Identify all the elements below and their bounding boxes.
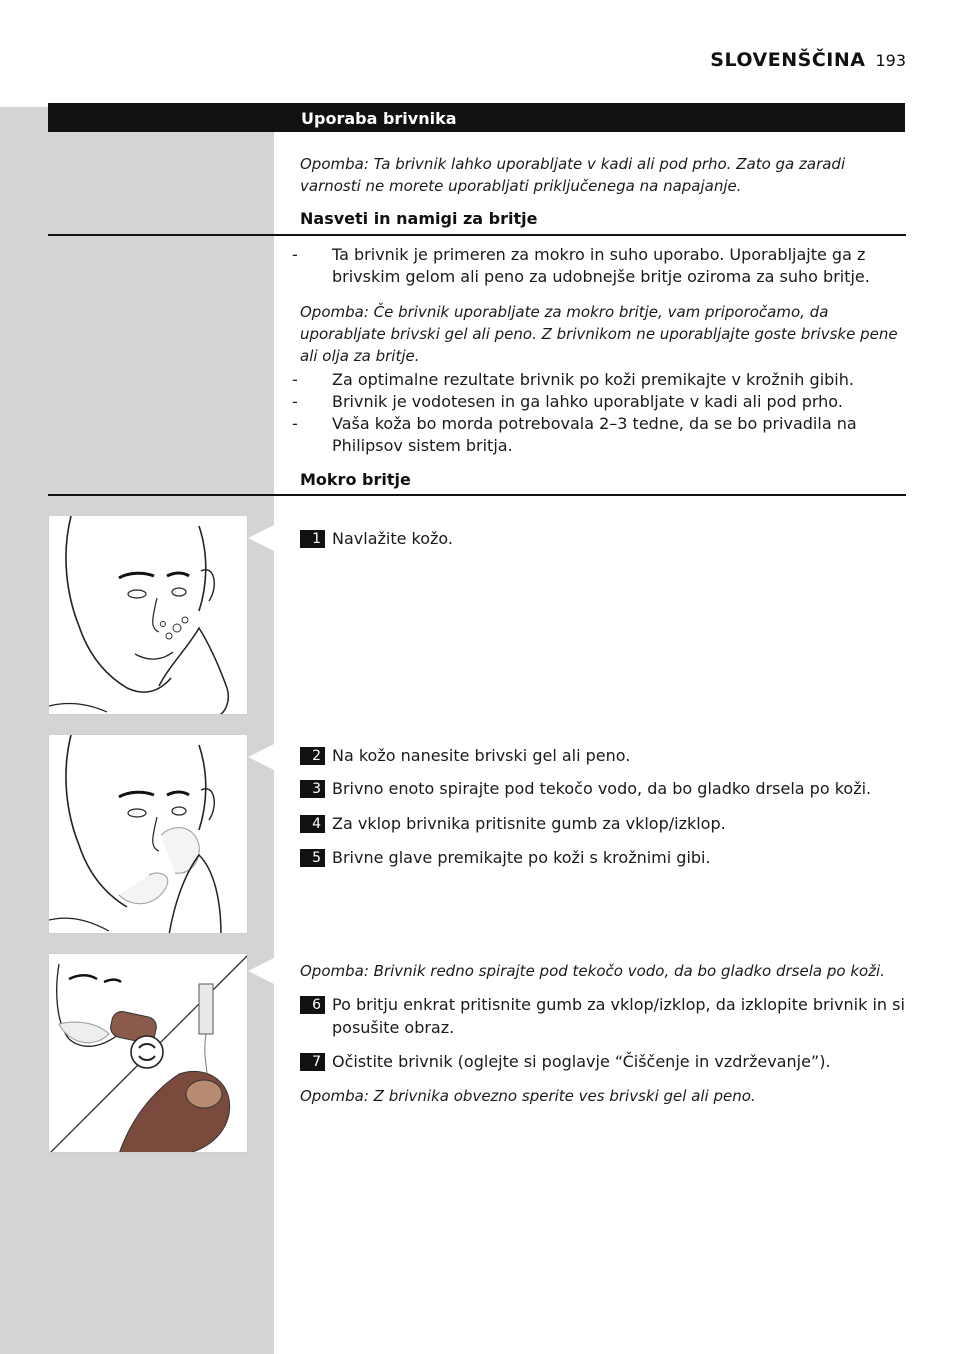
divider <box>48 494 906 496</box>
note-wet-shaving: Opomba: Če brivnik uporabljate za mokro britje, vam priporočamo, da uporabljate brivski gel ali peno. Z brivnikom ne uporabljajte goste brivske pene ali olja za britje. <box>300 303 898 365</box>
tips-list-1 <box>292 244 906 288</box>
step-1: 1 Navlažite kožo. <box>300 527 906 550</box>
illustration-apply-gel <box>48 734 248 934</box>
language-title: SLOVENŠČINA <box>710 49 866 71</box>
illustration-rinse-shaver <box>48 953 248 1153</box>
note-rinse: Opomba: Brivnik redno spirajte pod tekočo vodo, da bo gladko drsela po koži. <box>300 962 885 980</box>
list-item: - Vaša koža bo morda potrebovala 2–3 tedne, da se bo privadila na Philipsov sistem britja. <box>292 414 857 455</box>
note-bath: Opomba: Ta brivnik lahko uporabljate v kadi ali pod prho. Zato ga zaradi varnosti ne morete uporabljati priključenega na napajanje. <box>300 155 846 195</box>
tips-heading: Nasveti in namigi za britje <box>300 209 538 228</box>
step-6: 6 Po britju enkrat pritisnite gumb za vklop/izklop, da izklopite brivnik in si posušite obraz. <box>300 993 906 1039</box>
list-item: - Brivnik je vodotesen in ga lahko uporabljate v kadi ali pod prho. <box>292 392 843 411</box>
tips-list-2 <box>292 369 906 457</box>
pointer <box>248 744 274 770</box>
step-2: 2 Na kožo nanesite brivski gel ali peno. <box>300 744 906 767</box>
illustration-wet-face <box>48 515 248 715</box>
step-4: 4 Za vklop brivnika pritisnite gumb za vklop/izklop. <box>300 812 906 835</box>
step-3: 3 Brivno enoto spirajte pod tekočo vodo, da bo gladko drsela po koži. <box>300 777 906 800</box>
sidebar-band <box>0 107 274 1354</box>
list-item: - Za optimalne rezultate brivnik po koži premikajte v krožnih gibih. <box>292 370 854 389</box>
note-final: Opomba: Z brivnika obvezno sperite ves brivski gel ali peno. <box>300 1087 756 1105</box>
pointer <box>248 525 274 551</box>
wet-heading: Mokro britje <box>300 470 411 489</box>
divider <box>48 234 906 236</box>
pointer <box>248 958 274 984</box>
list-item: - Ta brivnik je primeren za mokro in suho uporabo. Uporabljajte ga z brivskim gelom ali peno za udobnejše britje oziroma za suho britje. <box>292 245 870 286</box>
section-title: Uporaba brivnika <box>301 109 457 128</box>
page-header <box>710 49 906 71</box>
section-title-bar <box>48 103 905 132</box>
step-5: 5 Brivne glave premikajte po koži s krožnimi gibi. <box>300 846 906 869</box>
page-number: 193 <box>875 51 906 70</box>
step-7: 7 Očistite brivnik (oglejte si poglavje “Čiščenje in vzdrževanje”). <box>300 1050 906 1073</box>
